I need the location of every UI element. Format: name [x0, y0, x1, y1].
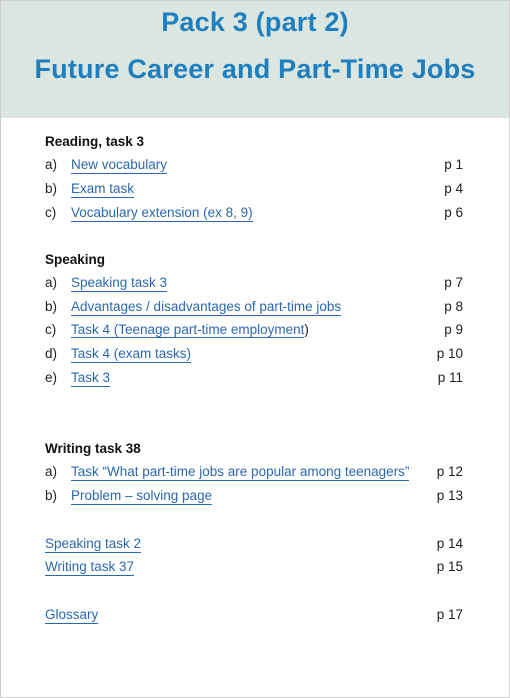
- section-title-reading: Reading, task 3: [45, 134, 145, 149]
- page-number: p 11: [437, 370, 463, 385]
- page-number: p 12: [436, 464, 463, 479]
- list-item: [45, 299, 463, 317]
- list-item: [45, 181, 463, 199]
- list-item: [45, 157, 463, 175]
- page-subtitle: Future Career and Part-Time Jobs: [34, 54, 476, 84]
- list-item: [45, 559, 463, 577]
- list-item: [45, 205, 463, 223]
- item-letter: d): [45, 346, 58, 361]
- item-letter: b): [45, 488, 58, 503]
- list-item: [45, 370, 463, 388]
- item-letter: b): [45, 299, 58, 314]
- item-letter: c): [45, 205, 57, 220]
- list-item: [45, 464, 463, 482]
- section-title-speaking: Speaking: [45, 252, 106, 267]
- page-number: p 1: [444, 157, 463, 172]
- item-letter: c): [45, 322, 57, 337]
- link-writing-task-part-time-jobs[interactable]: Task “What part-time jobs are popular among teenagers”: [71, 464, 410, 479]
- link-vocabulary-extension[interactable]: Vocabulary extension (ex 8, 9): [71, 205, 253, 220]
- item-letter: b): [45, 181, 58, 196]
- page-number: p 8: [444, 299, 463, 314]
- link-exam-task[interactable]: Exam task: [71, 181, 135, 196]
- item-letter: e): [45, 370, 58, 385]
- link-task-4-teenage[interactable]: Task 4 (Teenage part-time employment: [71, 322, 305, 337]
- link-task-3[interactable]: Task 3: [71, 370, 111, 385]
- link-task-4-exam[interactable]: Task 4 (exam tasks): [71, 346, 192, 361]
- list-item: [45, 322, 463, 340]
- link-speaking-task-3[interactable]: Speaking task 3: [71, 275, 168, 290]
- link-advantages-disadvantages[interactable]: Advantages / disadvantages of part-time jobs: [71, 299, 342, 314]
- page-number: p 17: [436, 607, 463, 622]
- page-number: p 10: [436, 346, 463, 361]
- item-letter: a): [45, 464, 58, 479]
- page-number: p 7: [444, 275, 463, 290]
- page-number: p 15: [436, 559, 463, 574]
- page-number: p 9: [444, 322, 463, 337]
- item-letter: a): [45, 275, 58, 290]
- section-title-writing: Writing task 38: [45, 441, 141, 456]
- page-number: p 13: [436, 488, 463, 503]
- item-letter: a): [45, 157, 58, 172]
- list-item: [45, 536, 463, 554]
- link-writing-task-37[interactable]: Writing task 37: [45, 559, 135, 574]
- page-number: p 4: [444, 181, 463, 196]
- closing-paren: ): [304, 322, 309, 337]
- page-number: p 14: [436, 536, 463, 551]
- list-item: [45, 275, 463, 293]
- link-new-vocabulary[interactable]: New vocabulary: [71, 157, 168, 172]
- page-number: p 6: [444, 205, 463, 220]
- page-title: Pack 3 (part 2): [161, 7, 349, 37]
- link-problem-solving-page[interactable]: Problem – solving page: [71, 488, 213, 503]
- link-glossary[interactable]: Glossary: [45, 607, 99, 622]
- list-item: [45, 607, 463, 625]
- list-item: [45, 488, 463, 506]
- link-speaking-task-2[interactable]: Speaking task 2: [45, 536, 142, 551]
- header-banner: [1, 1, 509, 118]
- list-item: [45, 346, 463, 364]
